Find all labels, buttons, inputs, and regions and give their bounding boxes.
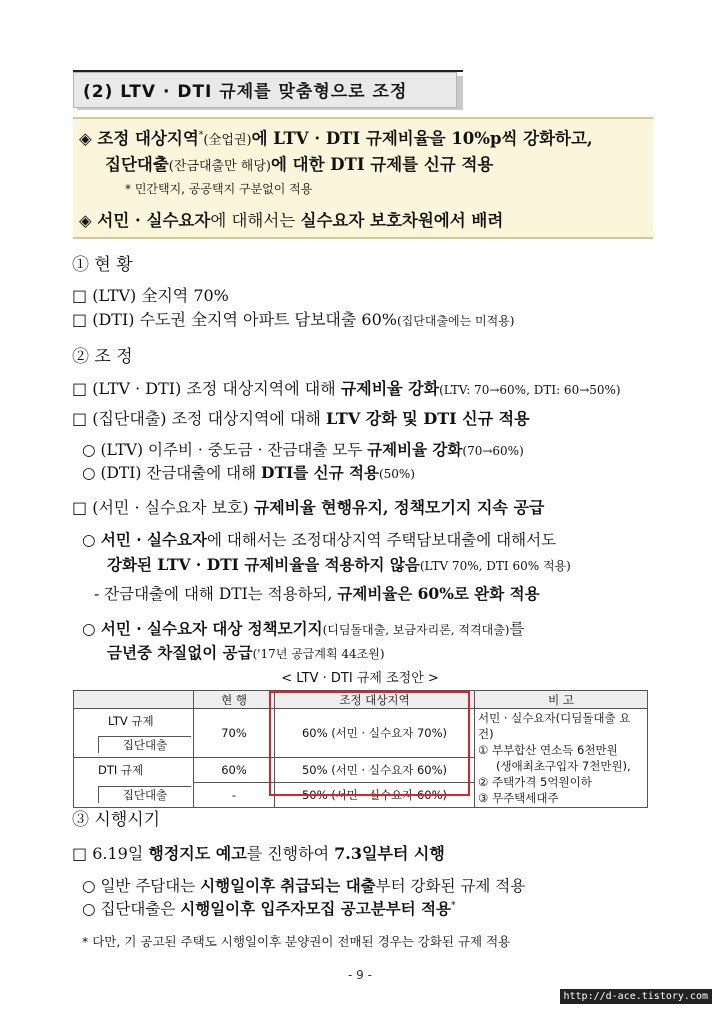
adjust-item-3: □ (서민 · 실수요자 보호) 규제비율 현행유지, 정책모기지 지속 공급 [72, 498, 545, 517]
status-dti: □ (DTI) 수도권 全지역 아파트 담보대출 60%(집단대출에는 미적용) [72, 310, 515, 329]
summary-box [73, 117, 653, 239]
section-title: (2) LTV · DTI 규제를 맞춤형으로 조정 [83, 82, 408, 102]
effective-subitem-general: ○ 일반 주담대는 시행일이후 취급되는 대출부터 강화된 규제 적용 [82, 876, 526, 895]
row-label-group-dti: 집단대출 [74, 782, 194, 807]
effective-item-1: □ 6.19일 행정지도 예고를 진행하여 7.3일부터 시행 [72, 844, 445, 863]
summary-line-1: ◈ 조정 대상지역*(全업권)에 LTV · DTI 규제비율을 10%p씩 강화하고, [79, 129, 593, 148]
section-heading-effective-date: ③ 시행시기 [72, 810, 161, 830]
summary-note: * 민간택지, 공공택지 구분없이 적용 [125, 182, 313, 196]
page-number: - 9 - [348, 968, 372, 982]
table-header-current: 현 행 [194, 691, 275, 709]
cell-current-dti: 60% [194, 757, 275, 782]
section-heading-status: ① 현 황 [72, 255, 133, 275]
adjust-subitem-mortgage: ○ 서민 · 실수요자 대상 정책모기지(디딤돌대출, 보금자리론, 적격대출)를 [82, 619, 525, 638]
row-label-group-ltv: 집단대출 [74, 733, 194, 757]
cell-adjusted-ltv: 60% (서민 · 실수요자 70%) [275, 709, 475, 758]
adjust-subitem-low-income-cont: 강화된 LTV · DTI 규제비율을 적용하지 않음(LTV 70%, DTI 60% 적용) [107, 555, 571, 574]
table-row [74, 709, 648, 733]
effective-subitem-group: ○ 집단대출은 시행일이후 입주자모집 공고분부터 적용* [82, 899, 456, 918]
adjust-subitem-balance-loan: - 잔금대출에 대해 DTI는 적용하되, 규제비율은 60%로 완화 적용 [94, 584, 540, 603]
cell-adjusted-dti: 50% (서민 · 실수요자 60%) [275, 757, 475, 782]
adjust-item-1: □ (LTV · DTI) 조정 대상지역에 대해 규제비율 강화(LTV: 70→60%, DTI: 60→50%) [72, 379, 621, 398]
adjust-subitem-dti: ○ (DTI) 잔금대출에 대해 DTI를 신규 적용(50%) [82, 463, 415, 482]
adjust-subitem-ltv: ○ (LTV) 이주비 · 중도금 · 잔금대출 모두 규제비율 강화(70→60%) [82, 440, 524, 459]
cell-current-ltv: 70% [194, 709, 275, 758]
adjust-item-2: □ (집단대출) 조정 대상지역에 대해 LTV 강화 및 DTI 신규 적용 [72, 409, 530, 428]
adjust-subitem-mortgage-cont: 금년중 차질없이 공급('17년 공급계획 44조원) [107, 643, 385, 662]
watermark-url: http://d-ace.tistory.com [560, 989, 713, 1004]
status-ltv: □ (LTV) 全지역 70% [72, 286, 229, 305]
section-header [73, 70, 463, 112]
row-label-ltv: LTV 규제 [74, 709, 194, 733]
summary-line-4: ◈ 서민 · 실수요자에 대해서는 실수요자 보호차원에서 배려 [79, 211, 504, 230]
table-header-note: 비 고 [475, 691, 648, 709]
table-title: < LTV · DTI 규제 조정안 > [281, 671, 439, 686]
row-label-dti: DTI 규제 [74, 757, 194, 782]
adjust-subitem-low-income: ○ 서민 · 실수요자에 대해서는 조정대상지역 주택담보대출에 대해서도 [82, 530, 557, 549]
table-header-adjusted: 조정 대상지역 [275, 691, 475, 709]
effective-footnote: * 다만, 기 공고된 주택도 시행일이후 분양권이 전매된 경우는 강화된 규제 적용 [82, 934, 511, 949]
summary-line-2: 집단대출(잔금대출만 해당)에 대한 DTI 규제를 신규 적용 [105, 155, 494, 174]
cell-current-group-dti: - [194, 782, 275, 807]
cell-adjusted-group-dti: 50% (서민 · 실수요자 60%) [275, 782, 475, 807]
section-heading-adjust: ② 조 정 [72, 347, 133, 367]
table-header-row [74, 691, 648, 709]
cell-note: 서민 · 실수요자(디딤돌대출 요건) ① 부부합산 연소득 6천만원 (생애최초구입자 7천만원), ② 주택가격 5억원이하 ③ 무주택세대주 [475, 709, 648, 808]
table-header-blank [74, 691, 194, 709]
adjustment-table [73, 690, 648, 808]
